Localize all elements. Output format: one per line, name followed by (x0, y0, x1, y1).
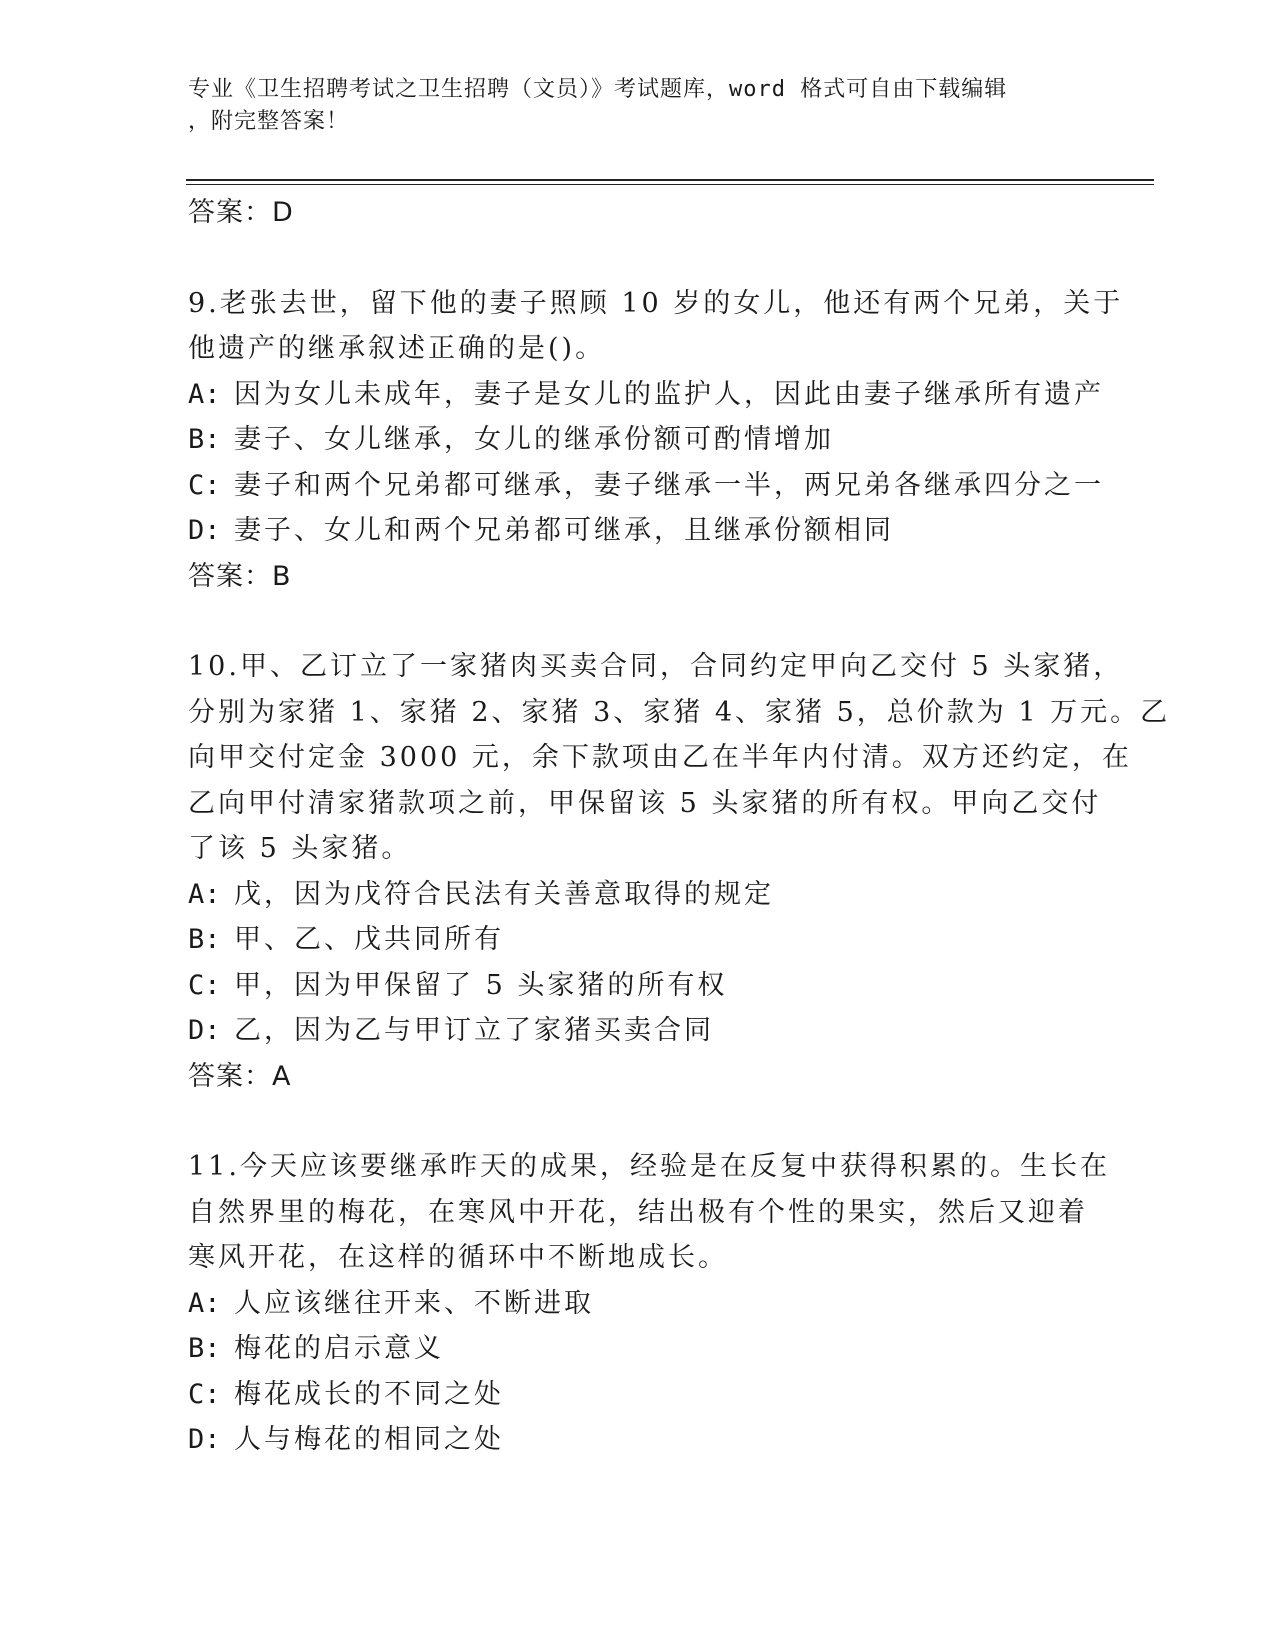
option-c (188, 1372, 1098, 1418)
option-d (188, 1417, 1098, 1463)
option-text: 因为女儿未成年，妻子是女儿的监护人，因此由妻子继承所有遗产 (234, 378, 1104, 410)
option-text: 戊，因为戊符合民法有关善意取得的规定 (234, 878, 774, 910)
header-line-2: ，附完整答案！ (188, 109, 350, 134)
option-text: 梅花的启示意义 (234, 1333, 444, 1364)
question-text-line: 向甲交付定金 3000 元，余下款项由乙在半年内付清。双方还约定，在 (188, 742, 1132, 773)
option-key: A: (188, 1287, 221, 1319)
option-b (188, 1326, 1098, 1372)
option-text: 梅花成长的不同之处 (234, 1378, 504, 1410)
question-text-line: 9.老张去世，留下他的妻子照顾 10 岁的女儿，他还有两个兄弟，关于 (188, 287, 1124, 319)
question-text-line: 他遗产的继承叙述正确的是()。 (188, 333, 606, 364)
question-text-line: 11.今天应该要继承昨天的成果，经验是在反复中获得积累的。生长在 (188, 1151, 1110, 1182)
question-text-line: 寒风开花，在这样的循环中不断地成长。 (188, 1242, 728, 1273)
question-text-line: 自然界里的梅花，在寒风中开花，结出极有个性的果实，然后又迎着 (188, 1196, 1088, 1228)
option-key: A: (188, 878, 221, 910)
option-key: C: (188, 469, 221, 501)
spacer (188, 599, 1098, 644)
question-9 (188, 281, 1124, 600)
question-10 (188, 644, 1171, 1099)
option-text: 妻子、女儿和两个兄弟都可继承，且继承份额相同 (234, 515, 894, 546)
question-text-line: 了该 5 头家猪。 (188, 833, 412, 864)
question-text-line: 乙向甲付清家猪款项之前，甲保留该 5 头家猪的所有权。甲向乙交付 (188, 787, 1102, 819)
header-line-1: 专业《卫生招聘考试之卫生招聘（文员）》考试题库，word 格式可自由下载编辑 (188, 77, 1008, 102)
option-d (188, 508, 1098, 554)
option-text: 妻子和两个兄弟都可继承，妻子继承一半，两兄弟各继承四分之一 (234, 469, 1104, 501)
question-text-line: 10.甲、乙订立了一家猪肉买卖合同，合同约定甲向乙交付 5 头家猪， (188, 651, 1124, 682)
option-a (188, 1281, 1098, 1327)
header-rule-thin (186, 184, 1154, 185)
option-key: D: (188, 1424, 221, 1455)
answer-q8: 答案：D (188, 197, 294, 228)
option-key: D: (188, 1015, 221, 1046)
spacer (188, 236, 1098, 281)
answer-q9: 答案：B (188, 560, 292, 592)
option-c (188, 963, 1098, 1009)
option-text: 人与梅花的相同之处 (234, 1424, 504, 1455)
header-rule-thick (186, 179, 1154, 181)
option-key: B: (188, 924, 221, 955)
document-header (188, 74, 1088, 138)
question-text-line: 分别为家猪 1、家猪 2、家猪 3、家猪 4、家猪 5，总价款为 1 万元。乙 (188, 696, 1171, 728)
option-key: D: (188, 515, 221, 546)
option-a (188, 372, 1104, 418)
option-key: C: (188, 1378, 221, 1410)
option-text: 甲，因为甲保留了 5 头家猪的所有权 (234, 969, 728, 1001)
option-b (188, 917, 1098, 963)
option-c (188, 463, 1104, 509)
option-key: C: (188, 969, 221, 1001)
spacer (188, 1099, 1098, 1144)
option-text: 妻子、女儿继承，女儿的继承份额可酌情增加 (234, 424, 834, 455)
option-text: 甲、乙、戊共同所有 (234, 924, 504, 955)
option-d (188, 1008, 1098, 1054)
option-b (188, 417, 1098, 463)
question-11 (188, 1144, 1110, 1463)
answer-q10: 答案：A (188, 1060, 292, 1092)
option-key: B: (188, 424, 221, 455)
option-key: B: (188, 1333, 221, 1364)
question-list (188, 190, 1171, 1463)
option-text: 人应该继往开来、不断进取 (234, 1287, 594, 1319)
option-key: A: (188, 378, 221, 410)
option-text: 乙，因为乙与甲订立了家猪买卖合同 (234, 1015, 714, 1046)
option-a (188, 872, 1098, 918)
